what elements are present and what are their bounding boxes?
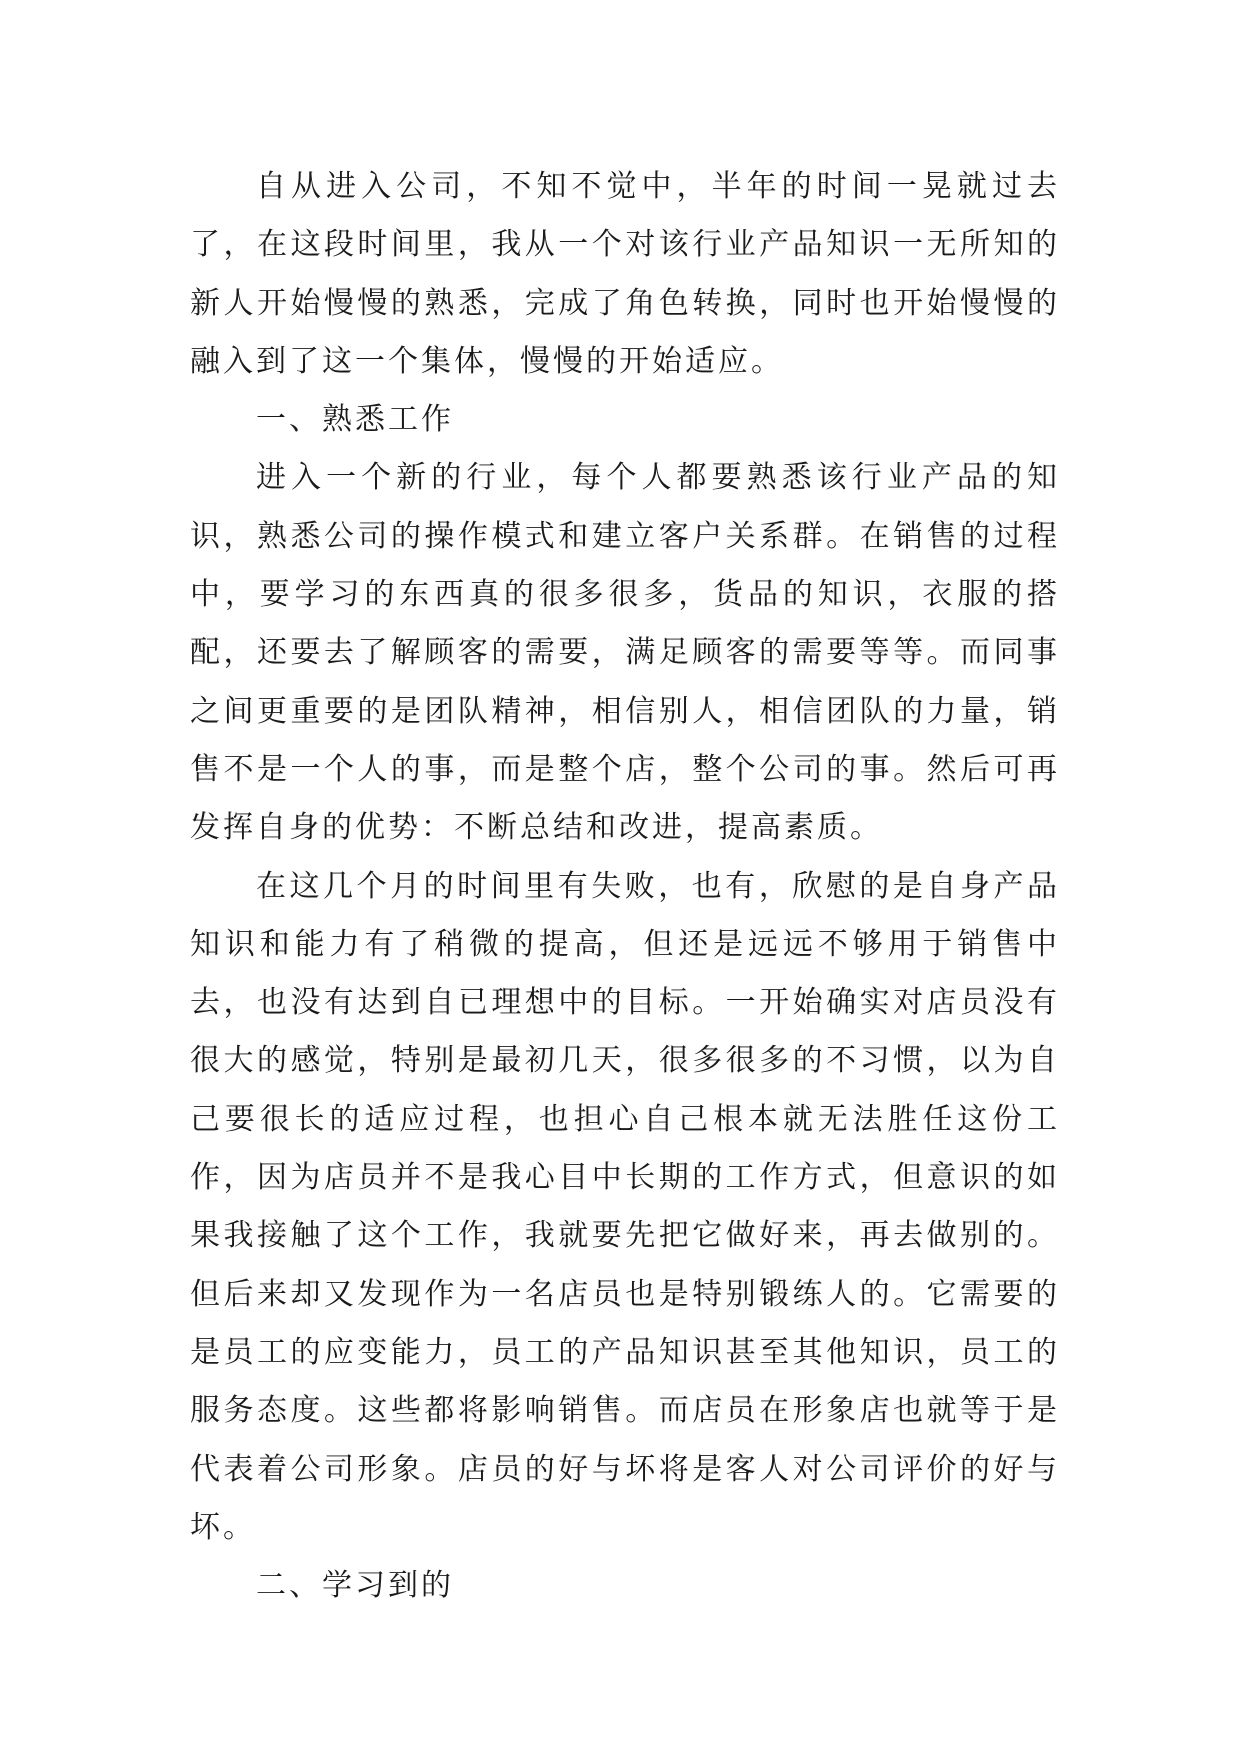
paragraph-experience: 在这几个月的时间里有失败，也有，欣慰的是自身产品知识和能力有了稍微的提高，但还是远远不够用于销售中去，也没有达到自已理想中的目标。一开始确实对店员没有很大的感觉，特别是最初几天，很多很多的不习惯，以为自己要很长的适应过程，也担心自己根本就无法胜任这份工作，因为店员并不是我心目中长期的工作方式，但意识的如果我接触了这个工作，我就要先把它做好来，再去做别的。但后来却又发现作为一名店员也是特别锻练人的。它需要的是员工的应变能力，员工的产品知识甚至其他知识，员工的服务态度。这些都将影响销售。而店员在形象店也就等于是代表着公司形象。店员的好与坏将是客人对公司评价的好与坏。 [190, 868, 1060, 1545]
section-heading-1: 一、熟悉工作 [256, 402, 454, 438]
section-heading-2: 二、学习到的 [256, 1568, 454, 1604]
paragraph-intro: 自从进入公司，不知不觉中，半年的时间一晃就过去了，在这段时间里，我从一个对该行业产品知识一无所知的新人开始慢慢的熟悉，完成了角色转换，同时也开始慢慢的融入到了这一个集体，慢慢的开始适应。 [190, 169, 1060, 379]
paragraph-familiarize-work: 进入一个新的行业，每个人都要熟悉该行业产品的知识，熟悉公司的操作模式和建立客户关系群。在销售的过程中，要学习的东西真的很多很多，货品的知识，衣服的搭配，还要去了解顾客的需要，满足顾客的需要等等。而同事之间更重要的是团队精神，相信别人，相信团队的力量，销售不是一个人的事，而是整个店，整个公司的事。然后可再发挥自身的优势：不断总结和改进，提高素质。 [190, 460, 1060, 846]
document-body [190, 158, 1060, 1615]
